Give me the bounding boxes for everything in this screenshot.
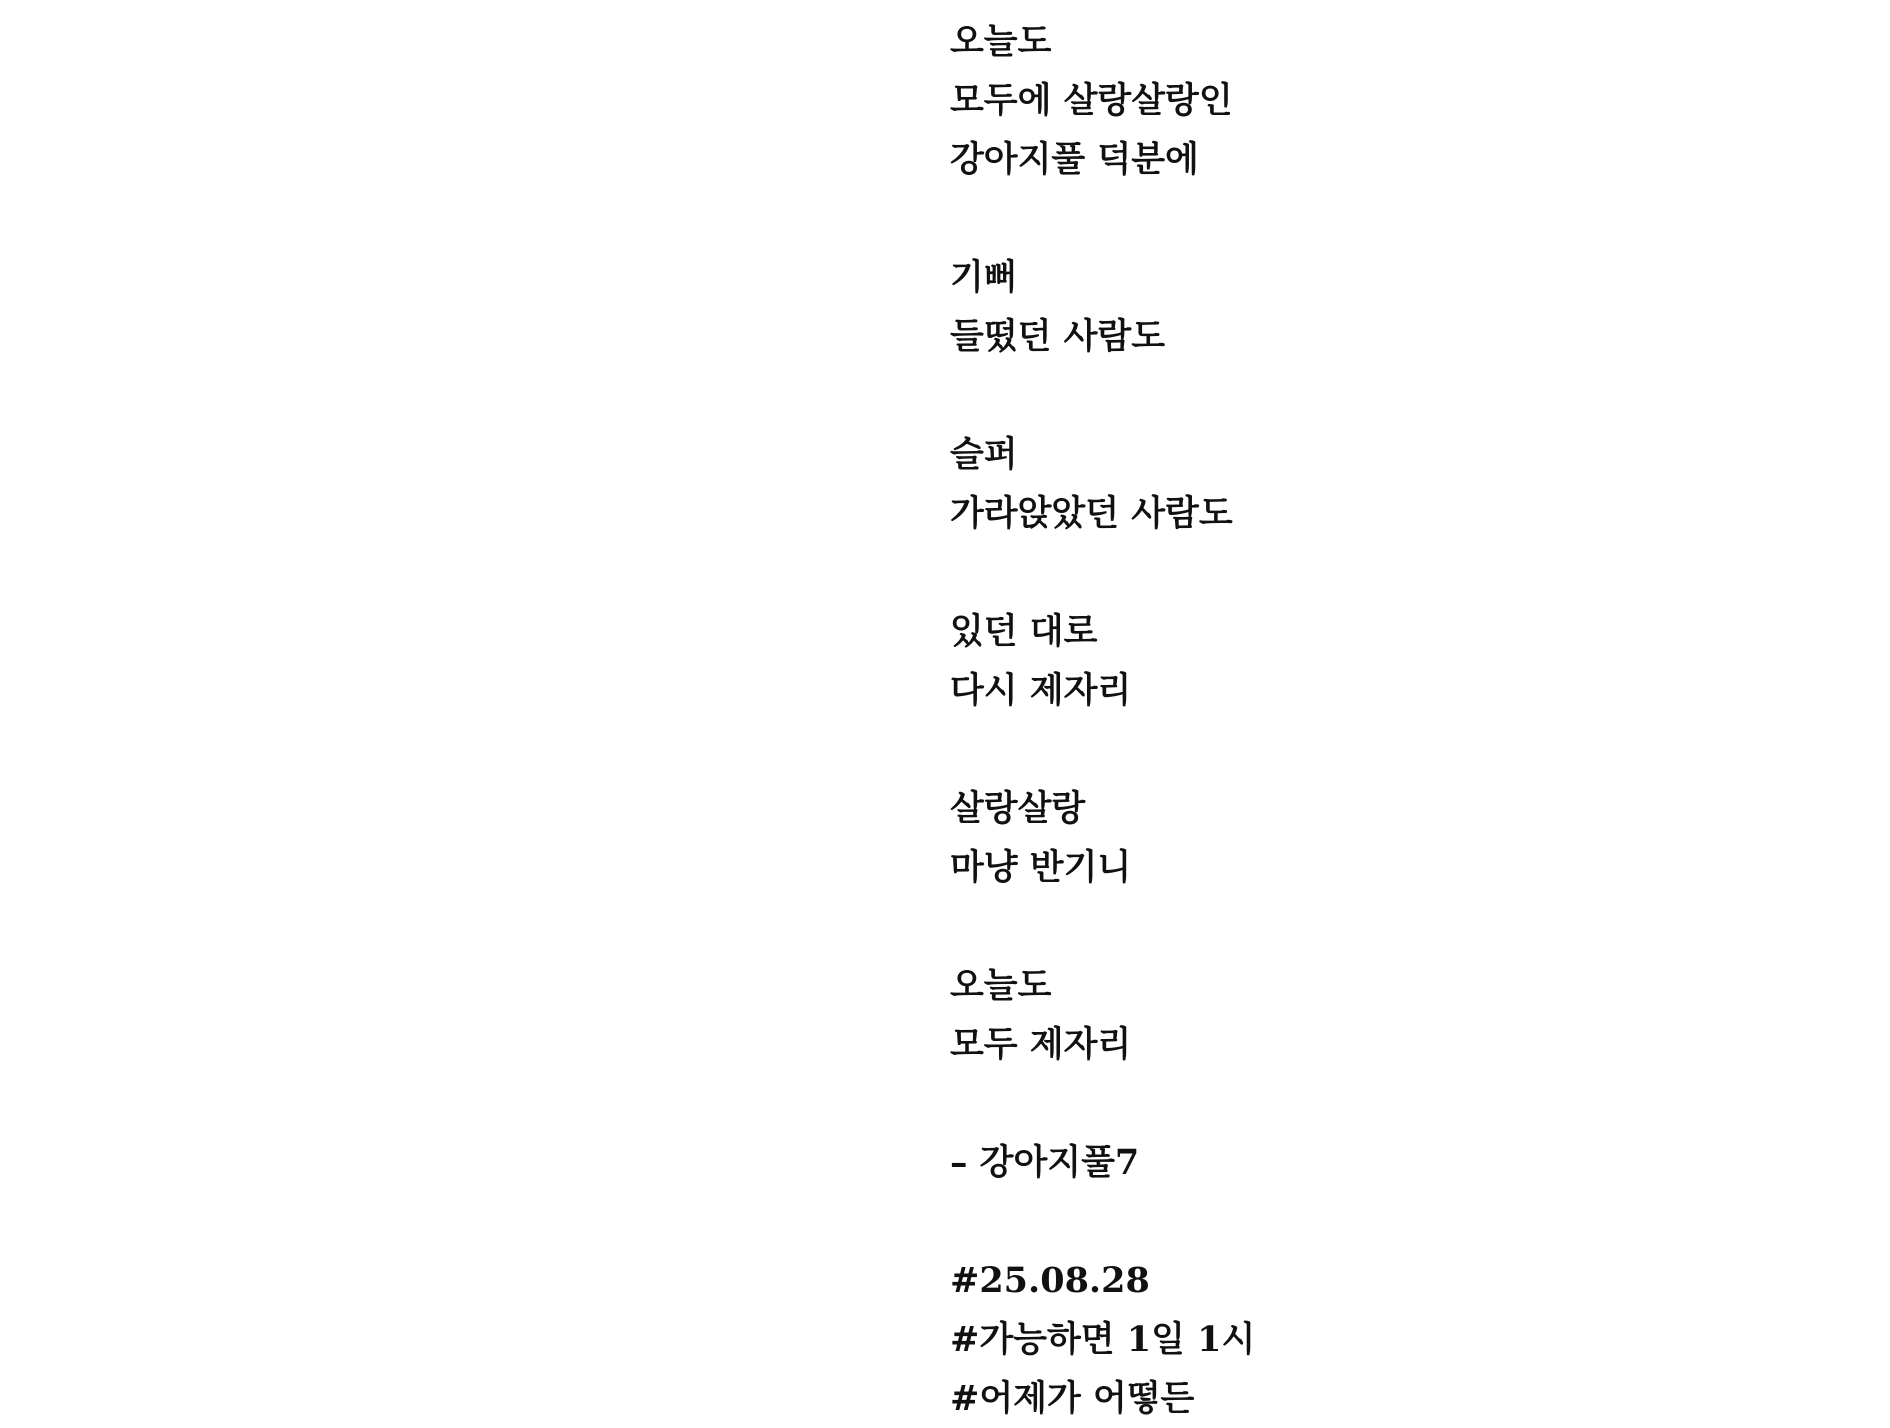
stanza-break: [950, 1192, 1255, 1251]
poem-line: 다시 제자리: [950, 670, 1132, 711]
poem-line: 들떴던 사람도: [950, 316, 1166, 357]
hashtag: #가능하면 1일 1시: [950, 1319, 1256, 1360]
poem-line: 마냥 반기니: [950, 847, 1132, 888]
poem-line: 모두에 살랑살랑인: [950, 80, 1233, 121]
poem-line: 살랑살랑: [950, 788, 1086, 829]
poem-line: 기뻐: [950, 257, 1018, 298]
poem-line: 있던 대로: [950, 611, 1098, 652]
poem-line: 슬퍼: [950, 434, 1018, 475]
poem-line: 오늘도: [950, 21, 1052, 62]
stanza-break: [950, 543, 1255, 602]
hashtag-date: #25.08.28: [950, 1260, 1150, 1301]
poem-line: 모두 제자리: [950, 1024, 1132, 1065]
stanza-break: [950, 720, 1255, 779]
poem-text: [950, 12, 1255, 1428]
stanza-break: [950, 897, 1255, 956]
stanza-break: [950, 1074, 1255, 1133]
hashtag: #어제가 어떻든: [950, 1378, 1195, 1419]
stanza-break: [950, 189, 1255, 248]
stanza-break: [950, 366, 1255, 425]
poem-line: 오늘도: [950, 965, 1052, 1006]
poem-signature: – 강아지풀7: [950, 1142, 1140, 1183]
poem-line: 강아지풀 덕분에: [950, 139, 1199, 180]
poem-line: 가라앉았던 사람도: [950, 493, 1233, 534]
